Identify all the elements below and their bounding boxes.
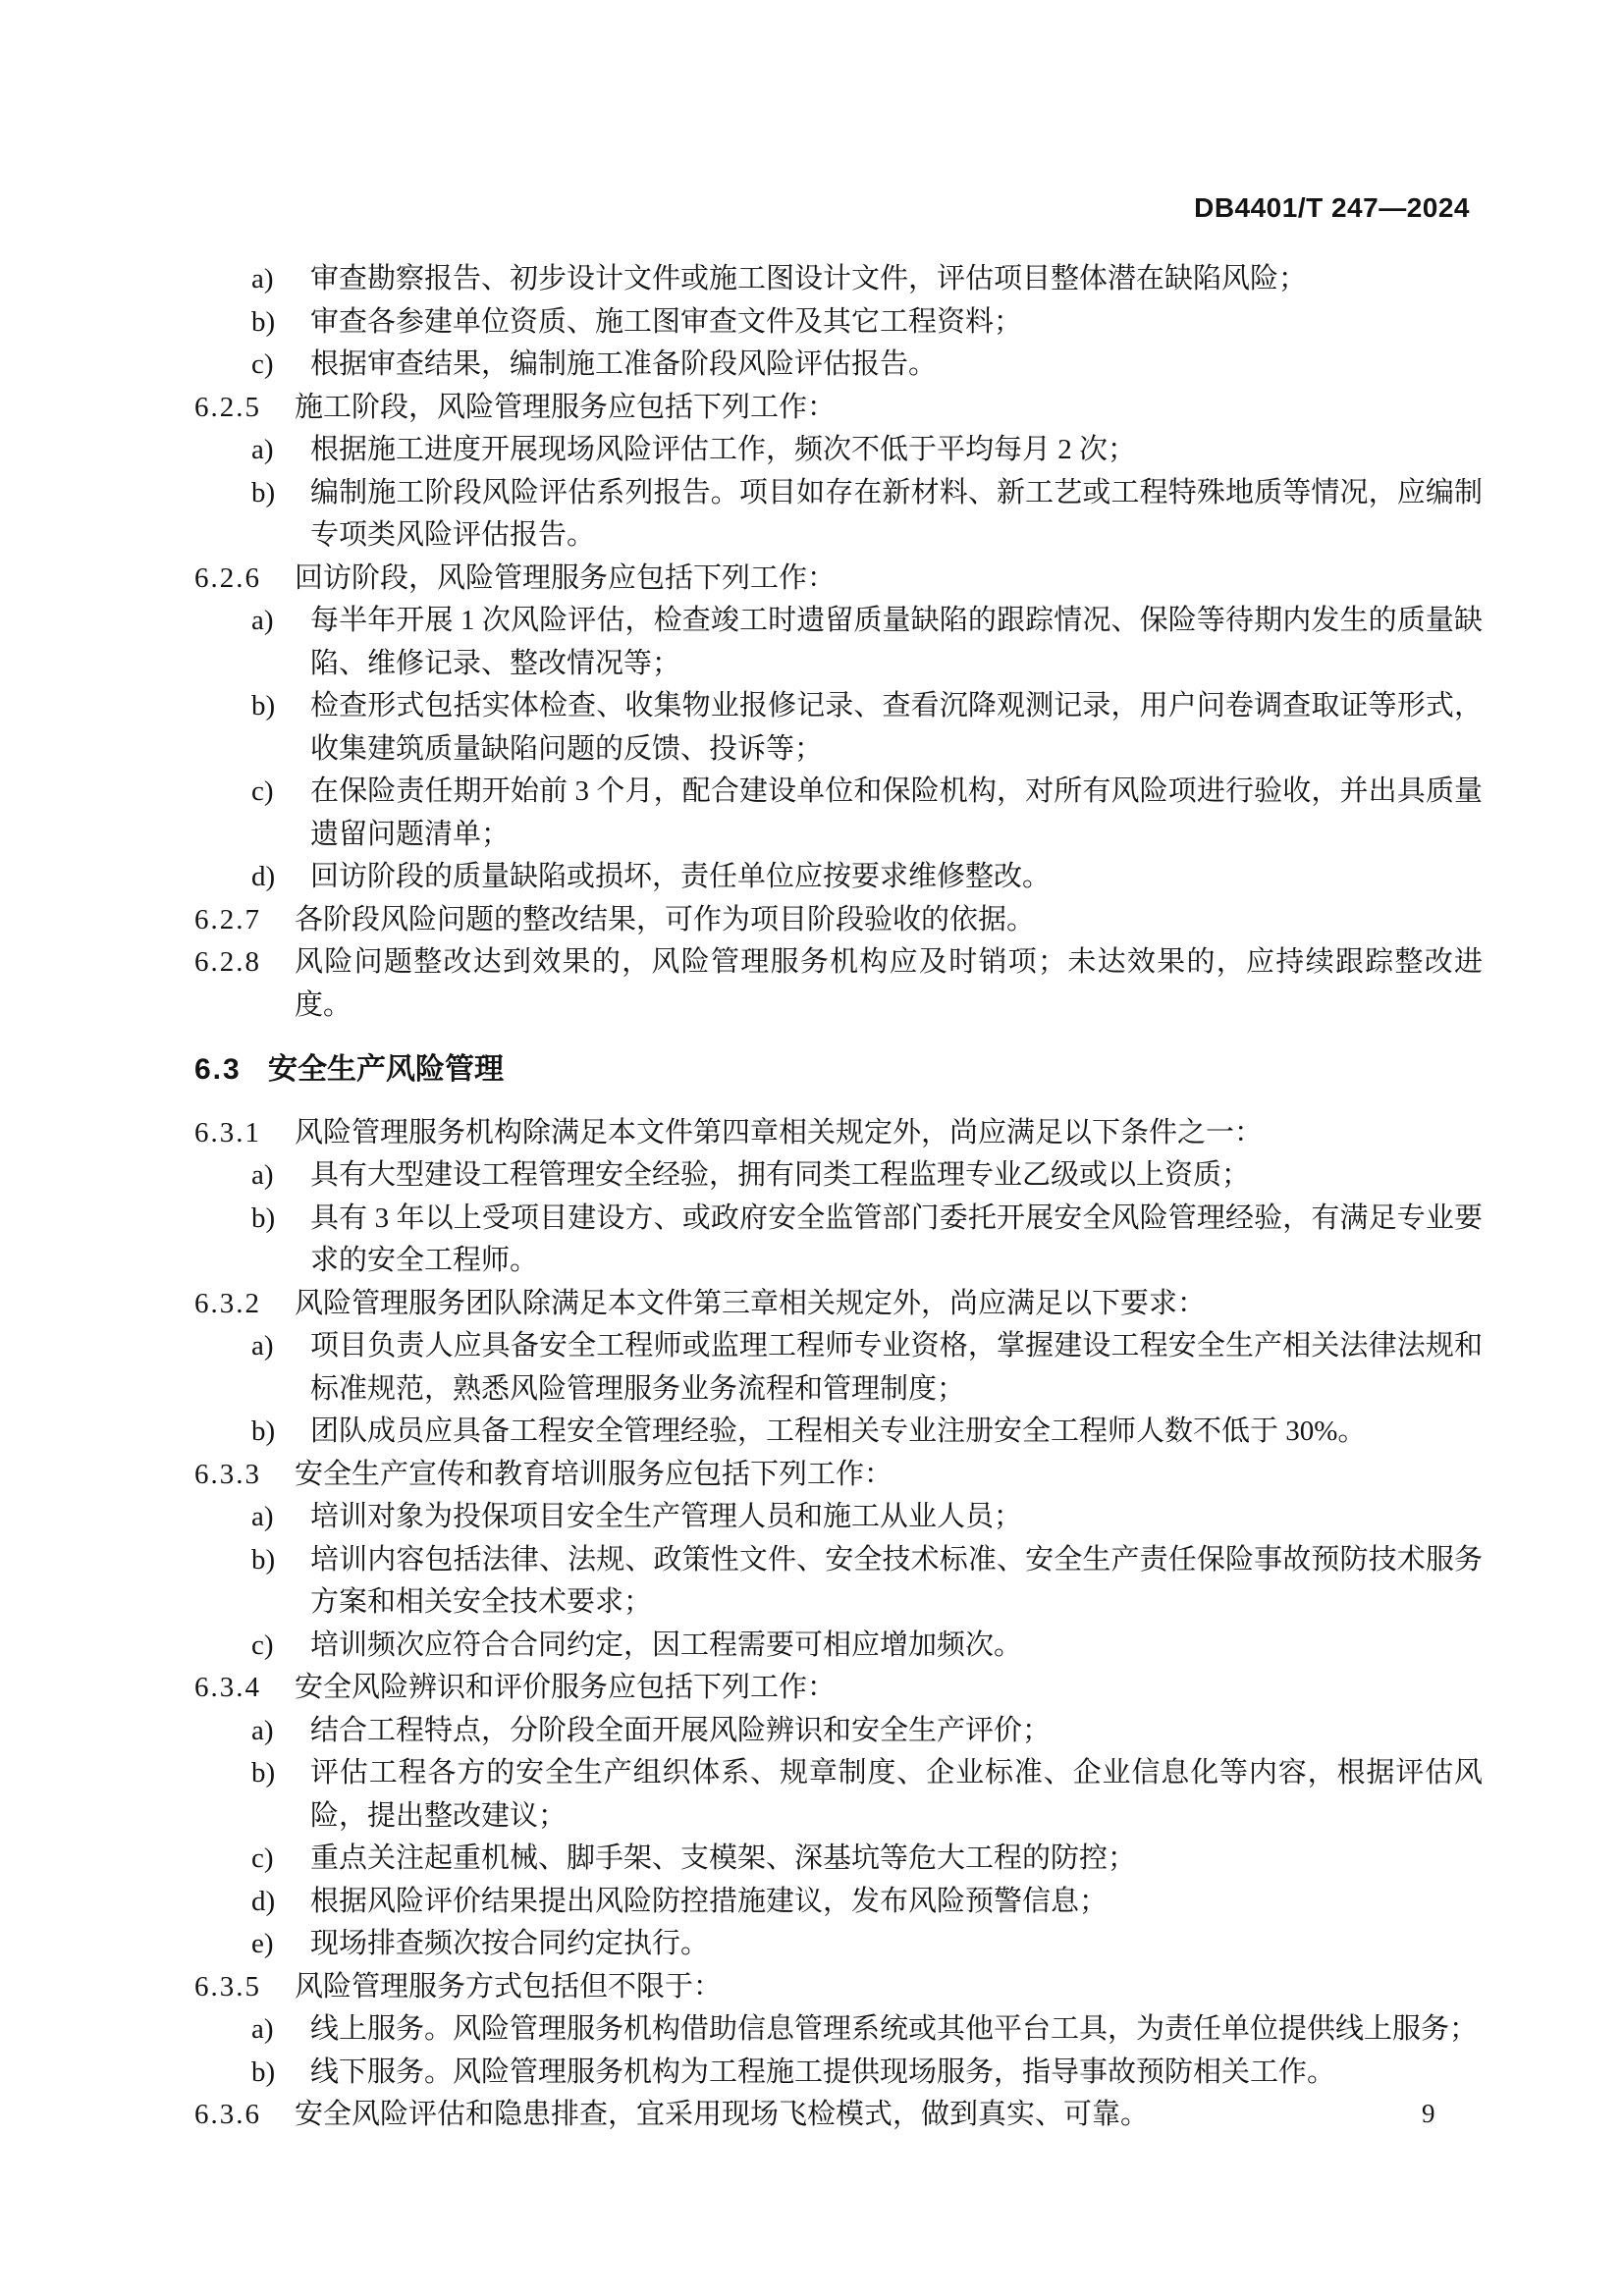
body-text: 评估工程各方的安全生产组织体系、规章制度、企业标准、企业信息化等内容，根据评估风险，提出整改建议； — [310, 1757, 1483, 1832]
clause-row — [194, 899, 1483, 942]
body-text: 线上服务。风险管理服务机构借助信息管理系统或其他平台工具，为责任单位提供线上服务； — [310, 2013, 1479, 2045]
clause-number: 6.3.3 — [194, 1458, 261, 1490]
list-item-label: a) — [251, 1501, 274, 1532]
body-text: 根据施工进度开展现场风险评估工作，频次不低于平均每月 2 次； — [310, 434, 1137, 465]
document-code-header: DB4401/T 247—2024 — [1194, 192, 1470, 223]
list-item — [194, 771, 1483, 856]
list-item — [194, 472, 1483, 558]
document-body — [194, 258, 1483, 2137]
list-item-label: b) — [251, 1543, 276, 1575]
list-item-label: c) — [251, 348, 274, 380]
list-item — [194, 2052, 1483, 2095]
list-item — [194, 1496, 1483, 1539]
list-item — [194, 1325, 1483, 1411]
body-text: 编制施工阶段风险评估系列报告。项目如存在新材料、新工艺或工程特殊地质等情况，应编制专项类风险评估报告。 — [310, 476, 1483, 551]
list-item-label: a) — [251, 1714, 274, 1746]
list-item — [194, 1539, 1483, 1625]
heading-text: 安全生产风险管理 — [268, 1053, 504, 1086]
list-item — [194, 344, 1483, 387]
body-text: 风险问题整改达到效果的，风险管理服务机构应及时销项；未达效果的，应持续跟踪整改进度。 — [295, 946, 1483, 1021]
body-text: 回访阶段的质量缺陷或损坏，责任单位应按要求维修整改。 — [310, 861, 1052, 892]
body-text: 培训内容包括法律、法规、政策性文件、安全技术标准、安全生产责任保险事故预防技术服务方案和相关安全技术要求； — [310, 1543, 1483, 1618]
list-item-label: b) — [251, 1415, 276, 1447]
list-item-label: a) — [251, 605, 274, 636]
list-item — [194, 1923, 1483, 1966]
body-text: 安全生产宣传和教育培训服务应包括下列工作： — [295, 1458, 893, 1490]
clause-number: 6.3 — [194, 1053, 242, 1086]
clause-number: 6.2.5 — [194, 391, 261, 423]
list-item-label: a) — [251, 434, 274, 465]
list-item — [194, 1881, 1483, 1924]
body-text: 具有大型建设工程管理安全经验，拥有同类工程监理专业乙级或以上资质； — [310, 1159, 1251, 1191]
body-text: 项目负责人应具备安全工程师或监理工程师专业资格，掌握建设工程安全生产相关法律法规和标准规范，熟悉风险管理服务业务流程和管理制度； — [310, 1330, 1483, 1405]
list-item-label: a) — [251, 1330, 274, 1362]
body-text: 各阶段风险问题的整改结果，可作为项目阶段验收的依据。 — [295, 903, 1036, 935]
body-text: 安全风险辨识和评价服务应包括下列工作： — [295, 1672, 837, 1703]
body-text: 结合工程特点，分阶段全面开展风险辨识和安全生产评价； — [310, 1714, 1052, 1746]
body-text: 根据风险评价结果提出风险防控措施建议，发布风险预警信息； — [310, 1885, 1109, 1917]
list-item — [194, 2008, 1483, 2052]
clause-number: 6.3.6 — [194, 2099, 261, 2130]
clause-row — [194, 1667, 1483, 1710]
clause-row — [194, 1966, 1483, 2009]
list-item-label: c) — [251, 1629, 274, 1661]
page-number: 9 — [1422, 2099, 1435, 2128]
clause-row — [194, 558, 1483, 601]
body-text: 重点关注起重机械、脚手架、支模架、深基坑等危大工程的防控； — [310, 1842, 1137, 1874]
body-text: 风险管理服务方式包括但不限于： — [295, 1970, 723, 2002]
clause-row — [194, 387, 1483, 430]
body-text: 回访阶段，风险管理服务应包括下列工作： — [295, 561, 837, 594]
body-text: 培训对象为投保项目安全生产管理人员和施工从业人员； — [310, 1501, 1023, 1532]
body-text: 风险管理服务团队除满足本文件第三章相关规定外，尚应满足以下要求： — [295, 1287, 1207, 1319]
clause-row — [194, 1454, 1483, 1497]
clause-row — [194, 1283, 1483, 1326]
list-item — [194, 685, 1483, 771]
list-item — [194, 1154, 1483, 1198]
list-item — [194, 1710, 1483, 1753]
list-item-label: c) — [251, 1842, 274, 1874]
body-text: 线下服务。风险管理服务机构为工程施工提供现场服务，指导事故预防相关工作。 — [310, 2056, 1336, 2088]
clause-row — [194, 941, 1483, 1027]
list-item-label: a) — [251, 2013, 274, 2045]
list-item-label: b) — [251, 1757, 276, 1789]
clause-number: 6.2.6 — [194, 561, 261, 594]
clause-number: 6.3.5 — [194, 1970, 261, 2002]
list-item-label: d) — [251, 861, 276, 892]
body-text: 安全风险评估和隐患排查，宜采用现场飞检模式，做到真实、可靠。 — [295, 2099, 1150, 2130]
body-text: 根据审查结果，编制施工准备阶段风险评估报告。 — [310, 348, 938, 380]
body-text: 每半年开展 1 次风险评估，检查竣工时遗留质量缺陷的跟踪情况、保险等待期内发生的质量缺陷、维修记录、整改情况等； — [310, 605, 1483, 679]
body-text: 团队成员应具备工程安全管理经验，工程相关专业注册安全工程师人数不低于 30%。 — [310, 1415, 1367, 1447]
list-item — [194, 1198, 1483, 1283]
list-item-label: b) — [251, 690, 276, 721]
list-item-label: a) — [251, 1159, 274, 1191]
list-item-label: c) — [251, 775, 274, 807]
list-item — [194, 600, 1483, 685]
clause-row — [194, 1112, 1483, 1155]
list-item — [194, 429, 1483, 472]
clause-number: 6.3.1 — [194, 1116, 261, 1148]
body-text: 检查形式包括实体检查、收集物业报修记录、查看沉降观测记录，用户问卷调查取证等形式，收集建筑质量缺陷问题的反馈、投诉等； — [310, 690, 1483, 765]
list-item-label: b) — [251, 305, 276, 338]
list-item-label: b) — [251, 2056, 276, 2088]
clause-number: 6.2.7 — [194, 903, 261, 935]
list-item-label: d) — [251, 1885, 276, 1917]
clause-number: 6.3.2 — [194, 1287, 261, 1319]
body-text: 现场排查频次按合同约定执行。 — [310, 1928, 710, 1959]
list-item-label: e) — [251, 1928, 274, 1959]
clause-number: 6.3.4 — [194, 1672, 261, 1703]
body-text: 具有 3 年以上受项目建设方、或政府安全监管部门委托开展安全风险管理经验，有满足专业要求的安全工程师。 — [310, 1201, 1483, 1276]
list-item — [194, 1625, 1483, 1668]
body-text: 审查勘察报告、初步设计文件或施工图设计文件，评估项目整体潜在缺陷风险； — [310, 263, 1308, 294]
list-item-label: b) — [251, 476, 276, 508]
clause-row — [194, 2094, 1483, 2137]
clause-number: 6.2.8 — [194, 946, 261, 978]
list-item — [194, 1838, 1483, 1881]
list-item — [194, 301, 1483, 345]
body-text: 在保险责任期开始前 3 个月，配合建设单位和保险机构，对所有风险项进行验收，并出具质量遗留问题清单； — [310, 775, 1483, 850]
body-text: 施工阶段，风险管理服务应包括下列工作： — [295, 391, 837, 423]
list-item — [194, 1411, 1483, 1454]
section-heading — [194, 1048, 1483, 1092]
body-text: 培训频次应符合合同约定，因工程需要可相应增加频次。 — [310, 1629, 1023, 1661]
list-item — [194, 1752, 1483, 1838]
body-text: 审查各参建单位资质、施工图审查文件及其它工程资料； — [310, 305, 1023, 338]
list-item-label: b) — [251, 1201, 276, 1234]
list-item-label: a) — [251, 263, 274, 294]
list-item — [194, 856, 1483, 899]
body-text: 风险管理服务机构除满足本文件第四章相关规定外，尚应满足以下条件之一： — [295, 1116, 1264, 1148]
list-item — [194, 258, 1483, 301]
